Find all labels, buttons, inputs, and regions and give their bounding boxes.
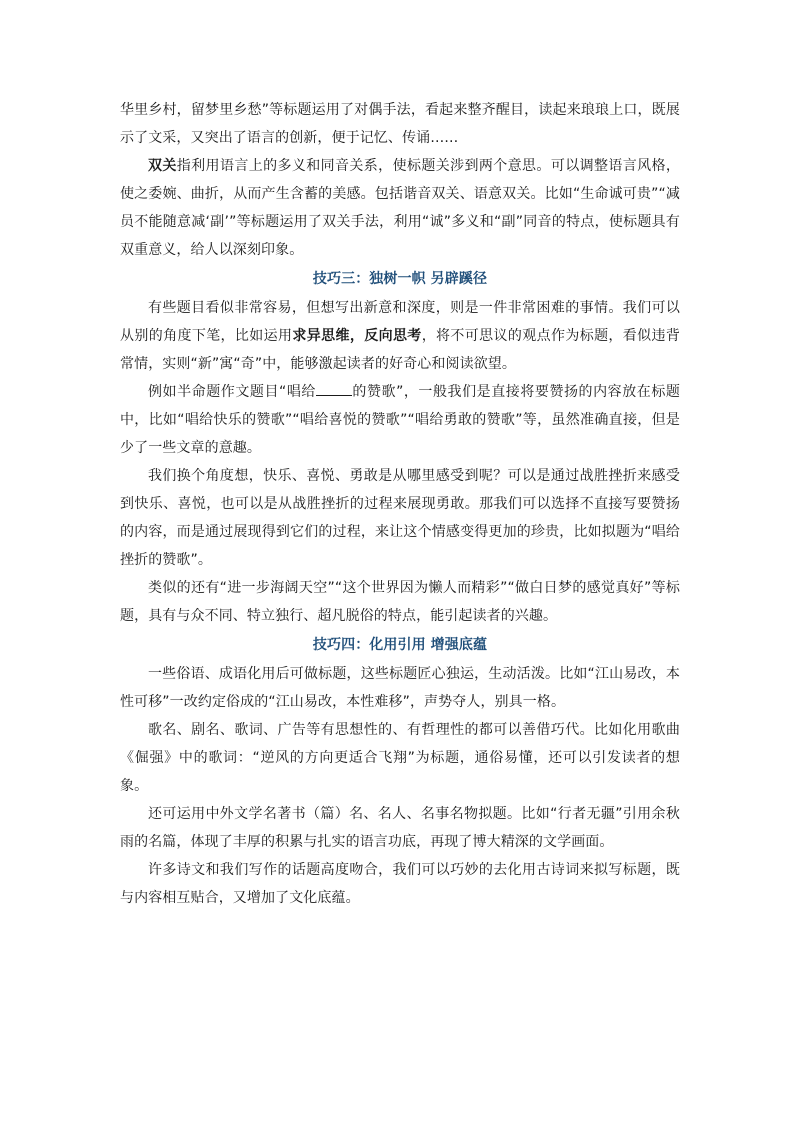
emphasis-reverse-thinking: 求异思维，反向思考 [292,328,422,344]
paragraph-classics: 还可运用中外文学名著书（篇）名、名人、名事名物拟题。比如“行者无疆”引用余秋雨的名篇，体现了丰厚的积累与扎实的语言功底，再现了博大精深的文学画面。 [120,806,680,850]
paragraph-lyrics: 歌名、剧名、歌词、广告等有思想性的、有哲理性的都可以善借巧代。比如化用歌曲《倔强》中的歌词：“逆风的方向更适合飞翔”为标题，通俗易懂，还可以引发读者的想象。 [120,722,680,794]
term-shuangguan: 双关 [148,158,177,174]
paragraph-similar-titles: 类似的还有“进一步海阔天空”“这个世界因为懒人而精彩”“做白日梦的感觉真好”等标题，具有与众不同、特立独行、超凡脱俗的特点，能引起读者的兴趣。 [120,580,680,624]
text-segment: 例如半命题作文题目“唱给 [148,384,316,400]
paragraph-shuangguan [120,152,680,264]
heading-technique-4: 技巧四：化用引用 增强底蕴 [312,637,488,653]
text-segment: ，将不可思议的观点作为标题，看似违背常情，实则“新”寓“奇”中，能够激起读者的好奇心和阅读欲望。 [120,328,680,372]
paragraph-change-angle: 我们换个角度想，快乐、喜悦、勇敢是从哪里感受到呢？可以是通过战胜挫折来感受到快乐、喜悦，也可以是从战胜挫折的过程来展现勇敢。那我们可以选择不直接写要赞扬的内容，而是通过展现得到它们的过程，来让这个情感变得更加的珍贵，比如拟题为“唱给挫折的赞歌”。 [120,468,680,568]
paragraph-duiou-ending: 华里乡村，留梦里乡愁”等标题运用了对偶手法，看起来整齐醒目，读起来琅琅上口，既展示了文采，又突出了语言的创新，便于记忆、传诵…… [120,102,680,146]
paragraph-idioms: 一些俗语、成语化用后可做标题，这些标题匠心独运，生动活泼。比如“江山易改，本性可移”一改约定俗成的“江山易改，本性难移”，声势夺人，别具一格。 [120,666,680,710]
paragraph-shuangguan-text: 指利用语言上的多义和同音关系，使标题关涉到两个意思。可以调整语言风格，使之委婉、曲折，从而产生含蓄的美感。包括谐音双关、语意双关。比如“生命诚可贵”“减员不能随意减‘副’”等标题运用了双关手法，利用“诚”多义和“副”同音的特点，使标题具有双重意义，给人以深刻印象。 [120,158,681,258]
text-segment: 的赞歌”，一般我们是直接将要赞扬的内容放在标题中，比如“唱给快乐的赞歌”“唱给喜悦的赞歌”“唱给勇敢的赞歌”等，虽然准确直接，但是少了一些文章的意趣。 [120,384,680,456]
heading-technique-3: 技巧三：独树一帜 另辟蹊径 [312,271,488,287]
paragraph-reverse-thinking [120,294,680,378]
document-page [120,96,680,912]
fill-in-blank [316,381,352,396]
paragraph-poetry: 许多诗文和我们写作的话题高度吻合，我们可以巧妙的去化用古诗词来拟写标题，既与内容相互贴合，又增加了文化底蕴。 [120,862,680,906]
text-segment: 有些题目看似非常容易，但想写出新意和深度，则是一件非常困难的事情。我们可以从别的角度下笔，比如运用 [120,300,680,344]
paragraph-example-praise-song [120,378,680,462]
